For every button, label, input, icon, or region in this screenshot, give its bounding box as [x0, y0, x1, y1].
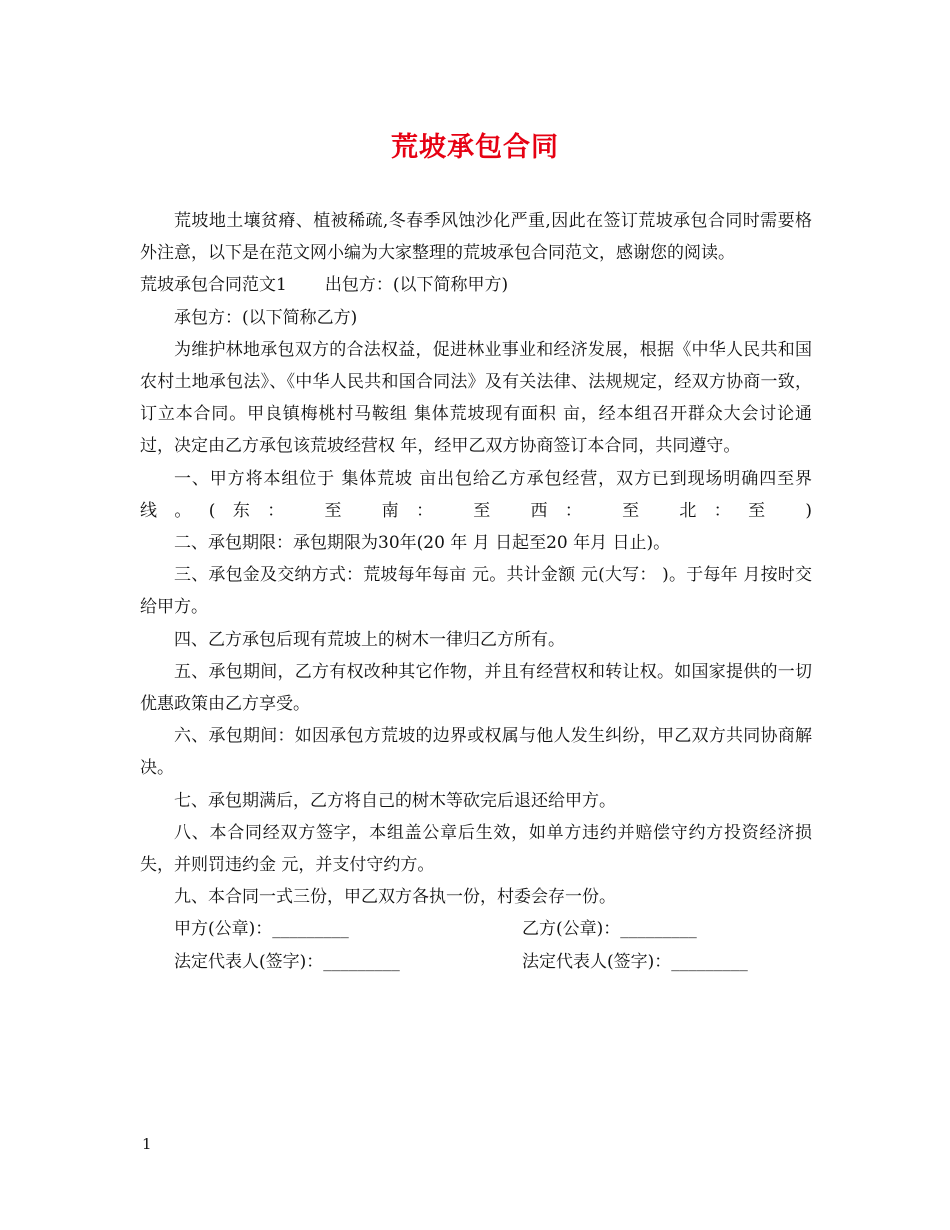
party-b-seal-line: 乙方(公章)：_________ — [522, 919, 697, 940]
intro-paragraph: 荒坡地土壤贫瘠、植被稀疏,冬春季风蚀沙化严重,因此在签订荒坡承包合同时需要格外注意，以下是在范文网小编为大家整理的荒坡承包合同范文，感谢您的阅读。 — [140, 211, 812, 264]
clause-8: 八、本合同经双方签字，本组盖公章后生效，如单方违约并赔偿守约方投资经济损失，并则罚违约金 元，并支付守约方。 — [140, 822, 812, 876]
preamble-paragraph: 为维护林地承包双方的合法权益，促进林业事业和经济发展，根据《中华人民共和国农村土地承包法》、《中华人民共和国合同法》及有关法律、法规规定，经双方协商一致，订立本合同。甲良镇梅桃村马鞍组 集体荒坡现有面积 亩，经本组召开群众大会讨论通过，决定由乙方承包该荒坡经营权 年，经甲乙双方协商签订本合同，共同遵守。 — [140, 339, 812, 457]
seal-signature-row — [140, 913, 812, 945]
clause-1: 一、甲方将本组位于 集体荒坡 亩出包给乙方承包经营，双方已到现场明确四至界线。(东： 至 南： 至 西： 至 北：至 ) — [140, 468, 812, 521]
issuer-label: 出包方：(以下简称甲方) — [324, 275, 509, 296]
clause-9: 九、本合同一式三份，甲乙双方各执一份，村委会存一份。 — [174, 887, 616, 908]
clause-6: 六、承包期间：如因承包方荒坡的边界或权属与他人发生纠纷，甲乙双方共同协商解决。 — [140, 726, 812, 779]
document-body — [140, 205, 812, 978]
party-a-representative-line: 法定代表人(签字)：_________ — [174, 951, 400, 972]
page-number: 1 — [142, 1135, 152, 1153]
clause-5: 五、承包期间，乙方有权改种其它作物，并且有经营权和转让权。如国家提供的一切优惠政策由乙方享受。 — [140, 661, 812, 715]
clause-4: 四、乙方承包后现有荒坡上的树木一律归乙方所有。 — [174, 629, 565, 650]
clause-7: 七、承包期满后，乙方将自己的树木等砍完后退还给甲方。 — [174, 790, 616, 811]
contractor-label: 承包方：(以下简称乙方) — [174, 307, 358, 328]
document-title: 荒坡承包合同 — [391, 132, 559, 163]
representative-signature-row — [140, 946, 812, 978]
clause-3: 三、承包金及交纳方式：荒坡每年每亩 元。共计金额 元(大写： )。于每年 月按时交给甲方。 — [140, 565, 812, 618]
party-a-seal-line: 甲方(公章)：_________ — [174, 919, 349, 940]
sample-heading-line — [140, 269, 812, 301]
party-b-representative-line: 法定代表人(签字)：_________ — [522, 951, 748, 972]
sample-heading: 荒坡承包合同范文1 — [140, 275, 287, 296]
clause-2: 二、承包期限：承包期限为30年(20 年 月 日起至20 年月 日止)。 — [174, 533, 671, 554]
